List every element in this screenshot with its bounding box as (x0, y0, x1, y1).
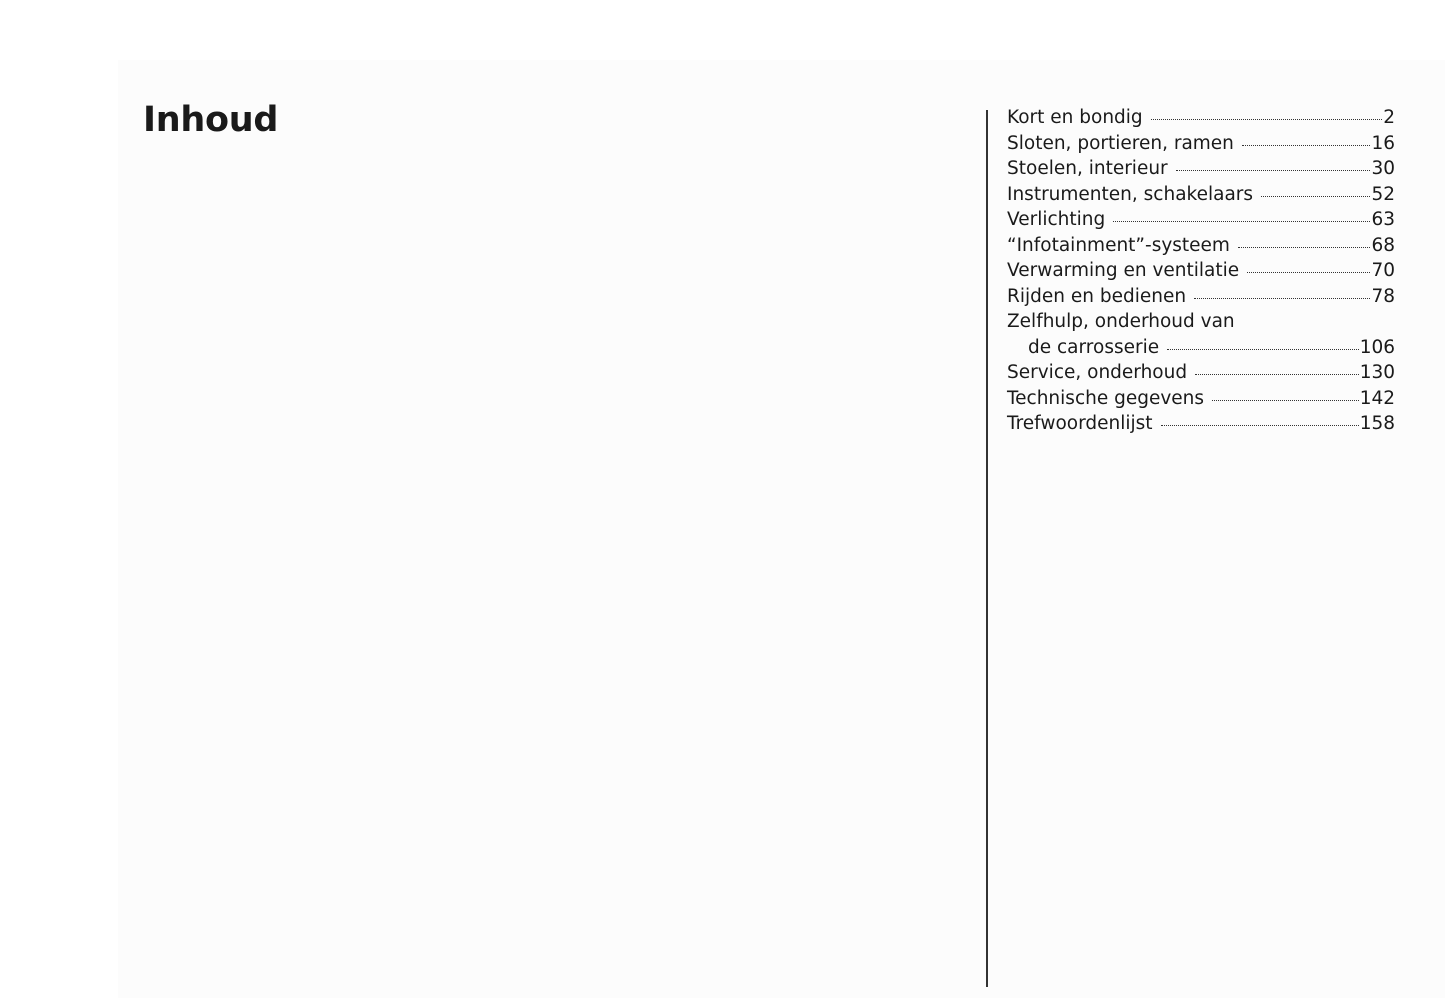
toc-dot-leader (1238, 246, 1370, 248)
toc-entry-label: Stoelen, interieur (1007, 158, 1168, 179)
toc-entry-page: 63 (1371, 209, 1395, 230)
toc-dot-leader (1167, 348, 1359, 350)
toc-entry-kort-en-bondig[interactable] (1007, 105, 1395, 131)
toc-dot-leader (1242, 144, 1371, 146)
toc-entry-page: 158 (1359, 413, 1395, 434)
toc-entry-page: 16 (1371, 132, 1395, 154)
toc-entry-page: 30 (1371, 158, 1395, 179)
page-title: Inhoud (143, 100, 279, 140)
toc-dot-leader (1195, 373, 1359, 375)
toc-entry-page: 52 (1371, 183, 1395, 205)
toc-entry-label: “Infotainment”-systeem (1007, 234, 1230, 256)
toc-entry-page: 2 (1383, 107, 1395, 128)
toc-entry-infotainment-systeem[interactable] (1007, 233, 1395, 259)
toc-dot-leader (1176, 169, 1371, 171)
toc-dot-leader (1247, 271, 1370, 273)
toc-dot-leader (1113, 220, 1370, 222)
toc-entry-verwarming-en-ventilatie[interactable] (1007, 258, 1395, 284)
toc-entry-zelfhulp-onderhoud-van (1007, 309, 1395, 335)
toc-dot-leader (1161, 424, 1359, 426)
toc-entry-sloten-portieren-ramen[interactable] (1007, 131, 1395, 157)
toc-entry-label: Sloten, portieren, ramen (1007, 132, 1234, 154)
toc-entry-label: Zelfhulp, onderhoud van (1007, 311, 1235, 332)
toc-entry-label: Trefwoordenlijst (1007, 413, 1153, 434)
toc-entry-trefwoordenlijst[interactable] (1007, 411, 1395, 437)
toc-dot-leader (1212, 399, 1359, 401)
toc-entry-instrumenten-schakelaars[interactable] (1007, 182, 1395, 208)
toc-entry-label: Verwarming en ventilatie (1007, 260, 1240, 281)
toc-entry-label: Service, onderhoud (1007, 362, 1188, 383)
toc-entry-page: 70 (1371, 260, 1395, 281)
toc-entry-page: 142 (1359, 387, 1395, 409)
toc-entry-page: 68 (1371, 234, 1395, 256)
toc-entry-verlichting[interactable] (1007, 207, 1395, 233)
toc-entry-page: 130 (1359, 362, 1395, 383)
toc-entry-service-onderhoud[interactable] (1007, 360, 1395, 386)
toc-entry-label: Kort en bondig (1007, 107, 1143, 128)
toc-entry-label: Technische gegevens (1007, 387, 1205, 409)
toc-entry-label: Instrumenten, schakelaars (1007, 183, 1254, 205)
toc-entry-label: Rijden en bedienen (1007, 285, 1187, 307)
toc-entry-label: Verlichting (1007, 209, 1106, 230)
column-divider (986, 110, 988, 987)
toc-entry-stoelen-interieur[interactable] (1007, 156, 1395, 182)
table-of-contents (1007, 105, 1395, 437)
toc-entry-de-carrosserie[interactable] (1007, 335, 1395, 361)
toc-entry-technische-gegevens[interactable] (1007, 386, 1395, 412)
toc-dot-leader (1151, 118, 1383, 120)
toc-entry-page: 78 (1371, 285, 1395, 307)
toc-entry-rijden-en-bedienen[interactable] (1007, 284, 1395, 310)
toc-entry-label: de carrosserie (1028, 336, 1160, 358)
toc-dot-leader (1194, 297, 1370, 299)
toc-dot-leader (1261, 195, 1370, 197)
toc-entry-page: 106 (1359, 336, 1395, 358)
